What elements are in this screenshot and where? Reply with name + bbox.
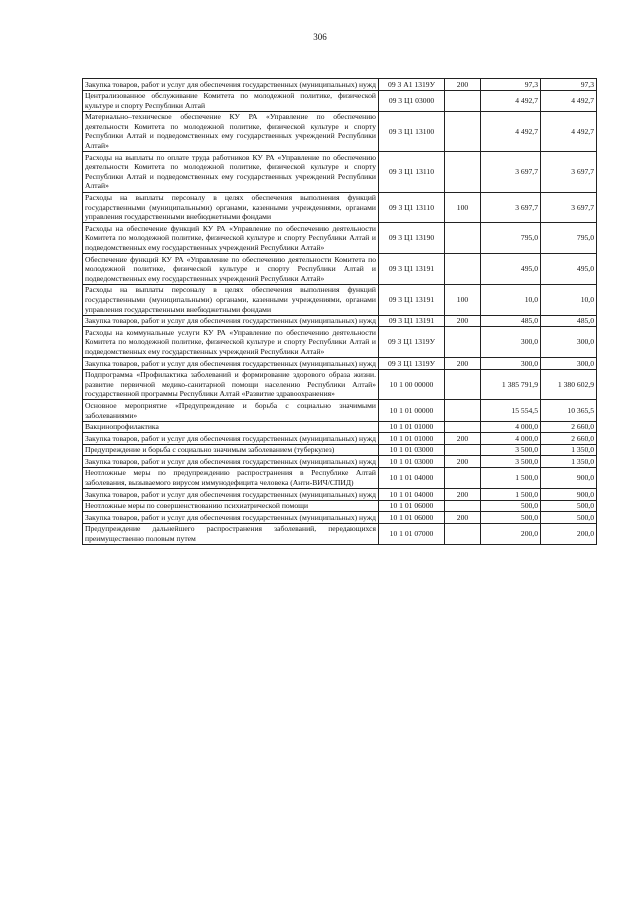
row-name-cell: Расходы на выплаты персоналу в целях обеспечения выполнения функций государственными (муниципальными) органами, казенными учреждениями, органами управления государственными внебюджетными фондами: [83, 284, 379, 315]
row-name-cell: Предупреждение и борьба с социально значимым заболеванием (туберкулез): [83, 444, 379, 456]
table-row: [83, 500, 597, 512]
row-amount-1-cell: 485,0: [481, 315, 541, 327]
row-expense-type-cell: 100: [445, 192, 481, 223]
row-name-cell: Расходы на выплаты персоналу в целях обеспечения выполнения функций государственными (муниципальными) органами, казенными учреждениями, органами управления государственными внебюджетными фондами: [83, 192, 379, 223]
row-expense-type-cell: 200: [445, 512, 481, 524]
row-amount-2-cell: 2 660,0: [541, 433, 597, 445]
row-amount-1-cell: 1 500,0: [481, 489, 541, 501]
table-row: [83, 152, 597, 192]
row-amount-2-cell: 3 697,7: [541, 152, 597, 192]
row-code-cell: 10 1 01 01000: [379, 421, 445, 433]
row-expense-type-cell: [445, 254, 481, 285]
row-expense-type-cell: 200: [445, 79, 481, 91]
row-expense-type-cell: 200: [445, 489, 481, 501]
row-amount-2-cell: 3 697,7: [541, 192, 597, 223]
table-row: [83, 192, 597, 223]
row-name-cell: Закупка товаров, работ и услуг для обеспечения государственных (муниципальных) нужд: [83, 315, 379, 327]
row-amount-2-cell: 300,0: [541, 358, 597, 370]
row-name-cell: Централизованное обслуживание Комитета по молодежной политике, физической культуре и спорту Республики Алтай: [83, 90, 379, 111]
row-expense-type-cell: 200: [445, 315, 481, 327]
table-row: [83, 358, 597, 370]
table-row: [83, 400, 597, 421]
table-row: [83, 79, 597, 91]
row-amount-1-cell: 500,0: [481, 512, 541, 524]
row-amount-1-cell: 300,0: [481, 358, 541, 370]
row-name-cell: Вакцинопрофилактика: [83, 421, 379, 433]
table-row: [83, 489, 597, 501]
row-amount-2-cell: 500,0: [541, 512, 597, 524]
table-row: [83, 223, 597, 254]
row-amount-1-cell: 4 000,0: [481, 433, 541, 445]
row-amount-2-cell: 1 350,0: [541, 444, 597, 456]
row-code-cell: 09 3 Ц1 13110: [379, 192, 445, 223]
row-code-cell: 10 1 01 06000: [379, 512, 445, 524]
row-amount-2-cell: 10 365,5: [541, 400, 597, 421]
table-row: [83, 421, 597, 433]
row-code-cell: 10 1 01 03000: [379, 444, 445, 456]
row-amount-2-cell: 900,0: [541, 467, 597, 488]
row-amount-1-cell: 300,0: [481, 327, 541, 358]
row-expense-type-cell: [445, 111, 481, 151]
row-code-cell: 09 3 Ц1 1319У: [379, 358, 445, 370]
row-expense-type-cell: [445, 327, 481, 358]
row-amount-1-cell: 1 500,0: [481, 467, 541, 488]
row-amount-2-cell: 4 492,7: [541, 111, 597, 151]
row-expense-type-cell: [445, 500, 481, 512]
row-name-cell: Подпрограмма «Профилактика заболеваний и формирование здорового образа жизни. развитие первичной медико-санитарной помощи населению Республики Алтай» государственной программы Республики Алтай «Развитие здравоохранения»: [83, 369, 379, 400]
row-expense-type-cell: 100: [445, 284, 481, 315]
row-amount-1-cell: 3 697,7: [481, 152, 541, 192]
row-code-cell: 10 1 01 03000: [379, 456, 445, 468]
table-row: [83, 467, 597, 488]
row-amount-1-cell: 15 554,5: [481, 400, 541, 421]
row-name-cell: Неотложные меры по предупреждению распространения в Республике Алтай заболевания, вызываемого вирусом иммунодефицита человека (Анти-ВИЧ/СПИД): [83, 467, 379, 488]
row-expense-type-cell: [445, 444, 481, 456]
row-amount-2-cell: 2 660,0: [541, 421, 597, 433]
row-code-cell: 09 3 Ц1 13191: [379, 284, 445, 315]
row-code-cell: 09 3 Ц1 13190: [379, 223, 445, 254]
page-number: 306: [313, 32, 327, 42]
row-expense-type-cell: 200: [445, 433, 481, 445]
row-code-cell: 09 3 Ц1 13110: [379, 152, 445, 192]
row-amount-1-cell: 3 697,7: [481, 192, 541, 223]
row-amount-2-cell: 900,0: [541, 489, 597, 501]
table-row: [83, 90, 597, 111]
row-name-cell: Закупка товаров, работ и услуг для обеспечения государственных (муниципальных) нужд: [83, 433, 379, 445]
row-amount-1-cell: 4 492,7: [481, 111, 541, 151]
row-amount-2-cell: 10,0: [541, 284, 597, 315]
table-row: [83, 523, 597, 544]
row-name-cell: Неотложные меры по совершенствованию психиатрической помощи: [83, 500, 379, 512]
row-amount-2-cell: 795,0: [541, 223, 597, 254]
row-expense-type-cell: [445, 90, 481, 111]
row-amount-1-cell: 3 500,0: [481, 444, 541, 456]
table-row: [83, 444, 597, 456]
row-code-cell: 10 1 01 06000: [379, 500, 445, 512]
row-expense-type-cell: [445, 467, 481, 488]
row-name-cell: Закупка товаров, работ и услуг для обеспечения государственных (муниципальных) нужд: [83, 358, 379, 370]
row-expense-type-cell: [445, 223, 481, 254]
row-amount-1-cell: 10,0: [481, 284, 541, 315]
row-name-cell: Расходы на выплаты по оплате труда работников КУ РА «Управление по обеспечению деятельности Комитета по молодежной политике, физической культуре и спорту Республики Алтай и подведомственных ему государственных учреждений Республики Алтай»: [83, 152, 379, 192]
budget-table-body: [83, 79, 597, 545]
row-amount-1-cell: 3 500,0: [481, 456, 541, 468]
row-name-cell: Материально–техническое обеспечение КУ РА «Управление по обеспечению деятельности Комитета по молодежной политике, физической культуре и спорту Республики Алтай и подведомственных ему государственных учреждений Республики Алтай»: [83, 111, 379, 151]
row-code-cell: 09 3 А1 1319У: [379, 79, 445, 91]
row-amount-1-cell: 97,3: [481, 79, 541, 91]
row-amount-2-cell: 200,0: [541, 523, 597, 544]
table-row: [83, 315, 597, 327]
row-amount-2-cell: 4 492,7: [541, 90, 597, 111]
row-code-cell: 10 1 01 07000: [379, 523, 445, 544]
row-amount-2-cell: 97,3: [541, 79, 597, 91]
row-code-cell: 10 1 00 00000: [379, 369, 445, 400]
row-amount-2-cell: 300,0: [541, 327, 597, 358]
row-name-cell: Закупка товаров, работ и услуг для обеспечения государственных (муниципальных) нужд: [83, 489, 379, 501]
row-code-cell: 09 3 Ц1 03000: [379, 90, 445, 111]
row-expense-type-cell: [445, 369, 481, 400]
row-expense-type-cell: [445, 523, 481, 544]
table-row: [83, 254, 597, 285]
table-row: [83, 433, 597, 445]
table-row: [83, 284, 597, 315]
row-amount-1-cell: 1 385 791,9: [481, 369, 541, 400]
row-expense-type-cell: [445, 400, 481, 421]
row-amount-2-cell: 485,0: [541, 315, 597, 327]
row-code-cell: 09 3 Ц1 1319У: [379, 327, 445, 358]
table-row: [83, 512, 597, 524]
row-expense-type-cell: [445, 421, 481, 433]
row-expense-type-cell: 200: [445, 358, 481, 370]
row-name-cell: Обеспечение функций КУ РА «Управление по обеспечению деятельности Комитета по молодежной политике, физической культуре и спорту Республики Алтай и подведомственных ему государственных учреждений Республики Алтай»: [83, 254, 379, 285]
row-name-cell: Закупка товаров, работ и услуг для обеспечения государственных (муниципальных) нужд: [83, 456, 379, 468]
row-amount-1-cell: 495,0: [481, 254, 541, 285]
row-amount-1-cell: 500,0: [481, 500, 541, 512]
row-name-cell: Расходы на обеспечение функций КУ РА «Управление по обеспечению деятельности Комитета по молодежной политике, физической культуре и спорту Республики Алтай и подведомственных ему государственных учреждений Республики Алтай»: [83, 223, 379, 254]
row-code-cell: 09 3 Ц1 13191: [379, 254, 445, 285]
row-name-cell: Закупка товаров, работ и услуг для обеспечения государственных (муниципальных) нужд: [83, 79, 379, 91]
row-name-cell: Закупка товаров, работ и услуг для обеспечения государственных (муниципальных) нужд: [83, 512, 379, 524]
row-amount-2-cell: 495,0: [541, 254, 597, 285]
row-amount-1-cell: 795,0: [481, 223, 541, 254]
row-name-cell: Расходы на коммунальные услуги КУ РА «Управление по обеспечению деятельности Комитета по молодежной политике, физической культуре и спорту Республики Алтай и подведомственных ему государственных учреждений Республики Алтай»: [83, 327, 379, 358]
row-amount-1-cell: 4 000,0: [481, 421, 541, 433]
row-code-cell: 10 1 01 04000: [379, 467, 445, 488]
row-code-cell: 10 1 01 00000: [379, 400, 445, 421]
row-code-cell: 10 1 01 04000: [379, 489, 445, 501]
row-amount-1-cell: 4 492,7: [481, 90, 541, 111]
row-amount-2-cell: 1 350,0: [541, 456, 597, 468]
budget-table: [82, 78, 597, 545]
row-expense-type-cell: 200: [445, 456, 481, 468]
row-amount-2-cell: 500,0: [541, 500, 597, 512]
row-code-cell: 10 1 01 01000: [379, 433, 445, 445]
row-code-cell: 09 3 Ц1 13100: [379, 111, 445, 151]
row-expense-type-cell: [445, 152, 481, 192]
table-row: [83, 456, 597, 468]
row-name-cell: Основное мероприятие «Предупреждение и борьба с социально значимыми заболеваниями»: [83, 400, 379, 421]
row-amount-2-cell: 1 380 602,9: [541, 369, 597, 400]
table-row: [83, 327, 597, 358]
row-name-cell: Предупреждение дальнейшего распространения заболеваний, передающихся преимущественно половым путем: [83, 523, 379, 544]
row-amount-1-cell: 200,0: [481, 523, 541, 544]
table-row: [83, 111, 597, 151]
table-row: [83, 369, 597, 400]
row-code-cell: 09 3 Ц1 13191: [379, 315, 445, 327]
